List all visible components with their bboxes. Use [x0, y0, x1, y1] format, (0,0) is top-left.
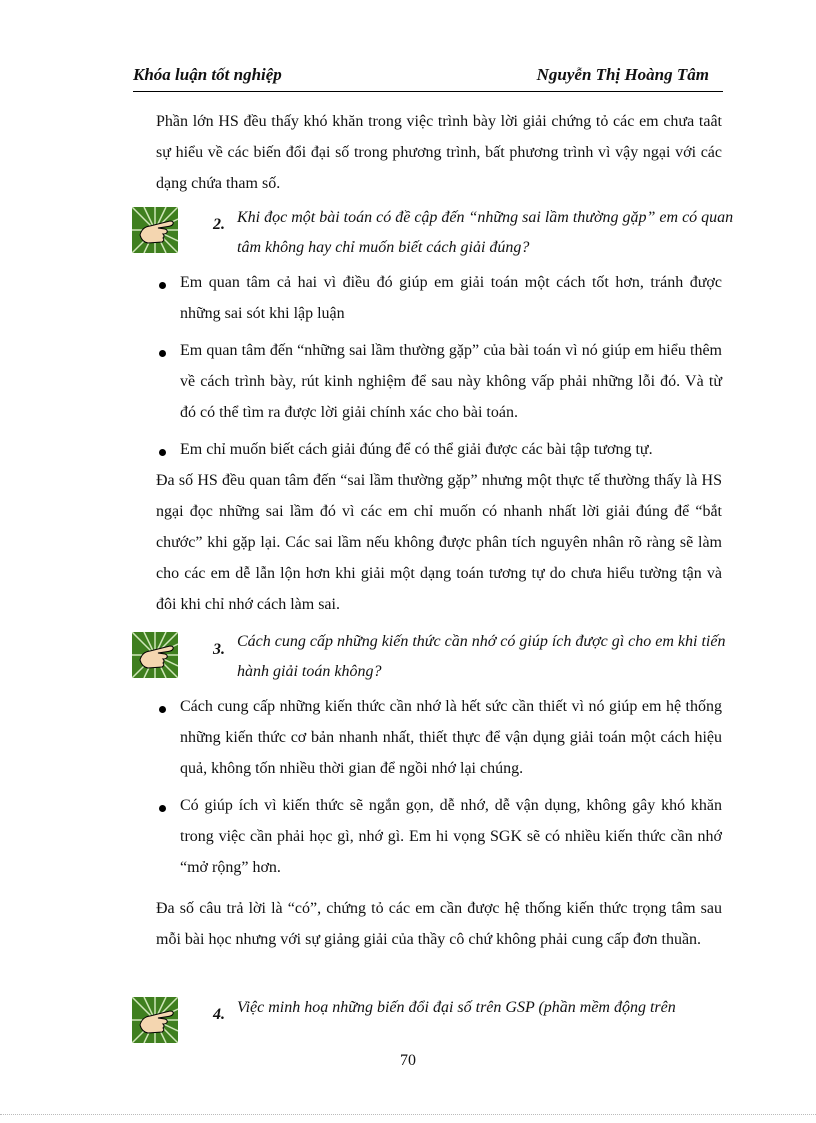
intro-paragraph: Phần lớn HS đều thấy khó khăn trong việc trình bày lời giải chứng tỏ các em chưa taât sự hiểu về các biến đổi đại số trong phương trình, bất phương trình vì vậy ngại với các dạng chứa tham số. — [156, 113, 722, 192]
q2-summary: Đa số HS đều quan tâm đến “sai lầm thường gặp” nhưng một thực tế thường thấy là HS ngại đọc những sai lầm đó vì các em chỉ muốn có nhanh nhất lời giải đúng để “bắt chước” khi gặp lại. Các sai lầm nếu không được phân tích nguyên nhân rõ ràng sẽ làm cho các em dễ lẫn lộn hơn khi giải một dạng toán tương tự do chưa hiểu tường tận và đôi khi chỉ nhớ cách làm sai. — [156, 472, 722, 613]
page-number: 70 — [400, 1052, 416, 1069]
header-title: Khóa luận tốt nghiệp — [133, 65, 282, 84]
question-3-text: Cách cung cấp những kiến thức cần nhớ có giúp ích được gì cho em khi tiến hành giải toán không? — [237, 633, 726, 680]
q3-summary: Đa số câu trả lời là “có”, chứng tỏ các em cần được hệ thống kiến thức trọng tâm sau mỗi bài học nhưng với sự giảng giải của thầy cô chứ không phải cung cấp đơn thuần. — [156, 900, 722, 948]
bullet-icon — [159, 282, 166, 289]
question-2-number: 2. — [213, 216, 225, 233]
pointing-hand-icon — [132, 997, 178, 1043]
pointing-hand-icon — [132, 207, 178, 253]
q3-answer-1: Cách cung cấp những kiến thức cần nhớ là hết sức cần thiết vì nó giúp em hệ thống những kiến thức cơ bản nhanh nhất, thiết thực để vận dụng giải toán một cách hiệu quả, không tốn nhiều thời gian để ngồi nhớ lại chúng. — [180, 698, 722, 777]
q3-answer-2: Có giúp ích vì kiến thức sẽ ngắn gọn, dễ nhớ, dễ vận dụng, không gây khó khăn trong việc cần phải học gì, nhớ gì. Em hi vọng SGK sẽ có nhiều kiến thức cần nhớ “mở rộng” hơn. — [180, 797, 722, 876]
bullet-icon — [159, 350, 166, 357]
question-4-text: Việc minh hoạ những biến đổi đại số trên GSP (phần mềm động trên — [237, 999, 676, 1016]
q2-answer-2: Em quan tâm đến “những sai lầm thường gặp” của bài toán vì nó giúp em hiểu thêm về cách trình bày, rút kinh nghiệm để sau này không vấp phải những lỗi đó. Và từ đó có thể tìm ra được lời giải chính xác cho bài toán. — [180, 342, 722, 421]
q2-answer-1: Em quan tâm cả hai vì điều đó giúp em giải toán một cách tốt hơn, tránh được những sai sót khi lập luận — [180, 274, 722, 322]
bullet-icon — [159, 805, 166, 812]
page-bottom-border — [0, 1114, 816, 1115]
bullet-icon — [159, 449, 166, 456]
question-3-number: 3. — [213, 641, 225, 658]
page-header — [133, 62, 723, 92]
bullet-icon — [159, 706, 166, 713]
pointing-hand-icon — [132, 632, 178, 678]
q2-answer-3: Em chỉ muốn biết cách giải đúng để có thể giải được các bài tập tương tự. — [180, 441, 653, 458]
header-author: Nguyễn Thị Hoàng Tâm — [536, 65, 709, 84]
question-2-text: Khi đọc một bài toán có đề cập đến “những sai lầm thường gặp” em có quan tâm không hay chỉ muốn biết cách giải đúng? — [237, 209, 734, 256]
question-4-number: 4. — [213, 1006, 225, 1023]
